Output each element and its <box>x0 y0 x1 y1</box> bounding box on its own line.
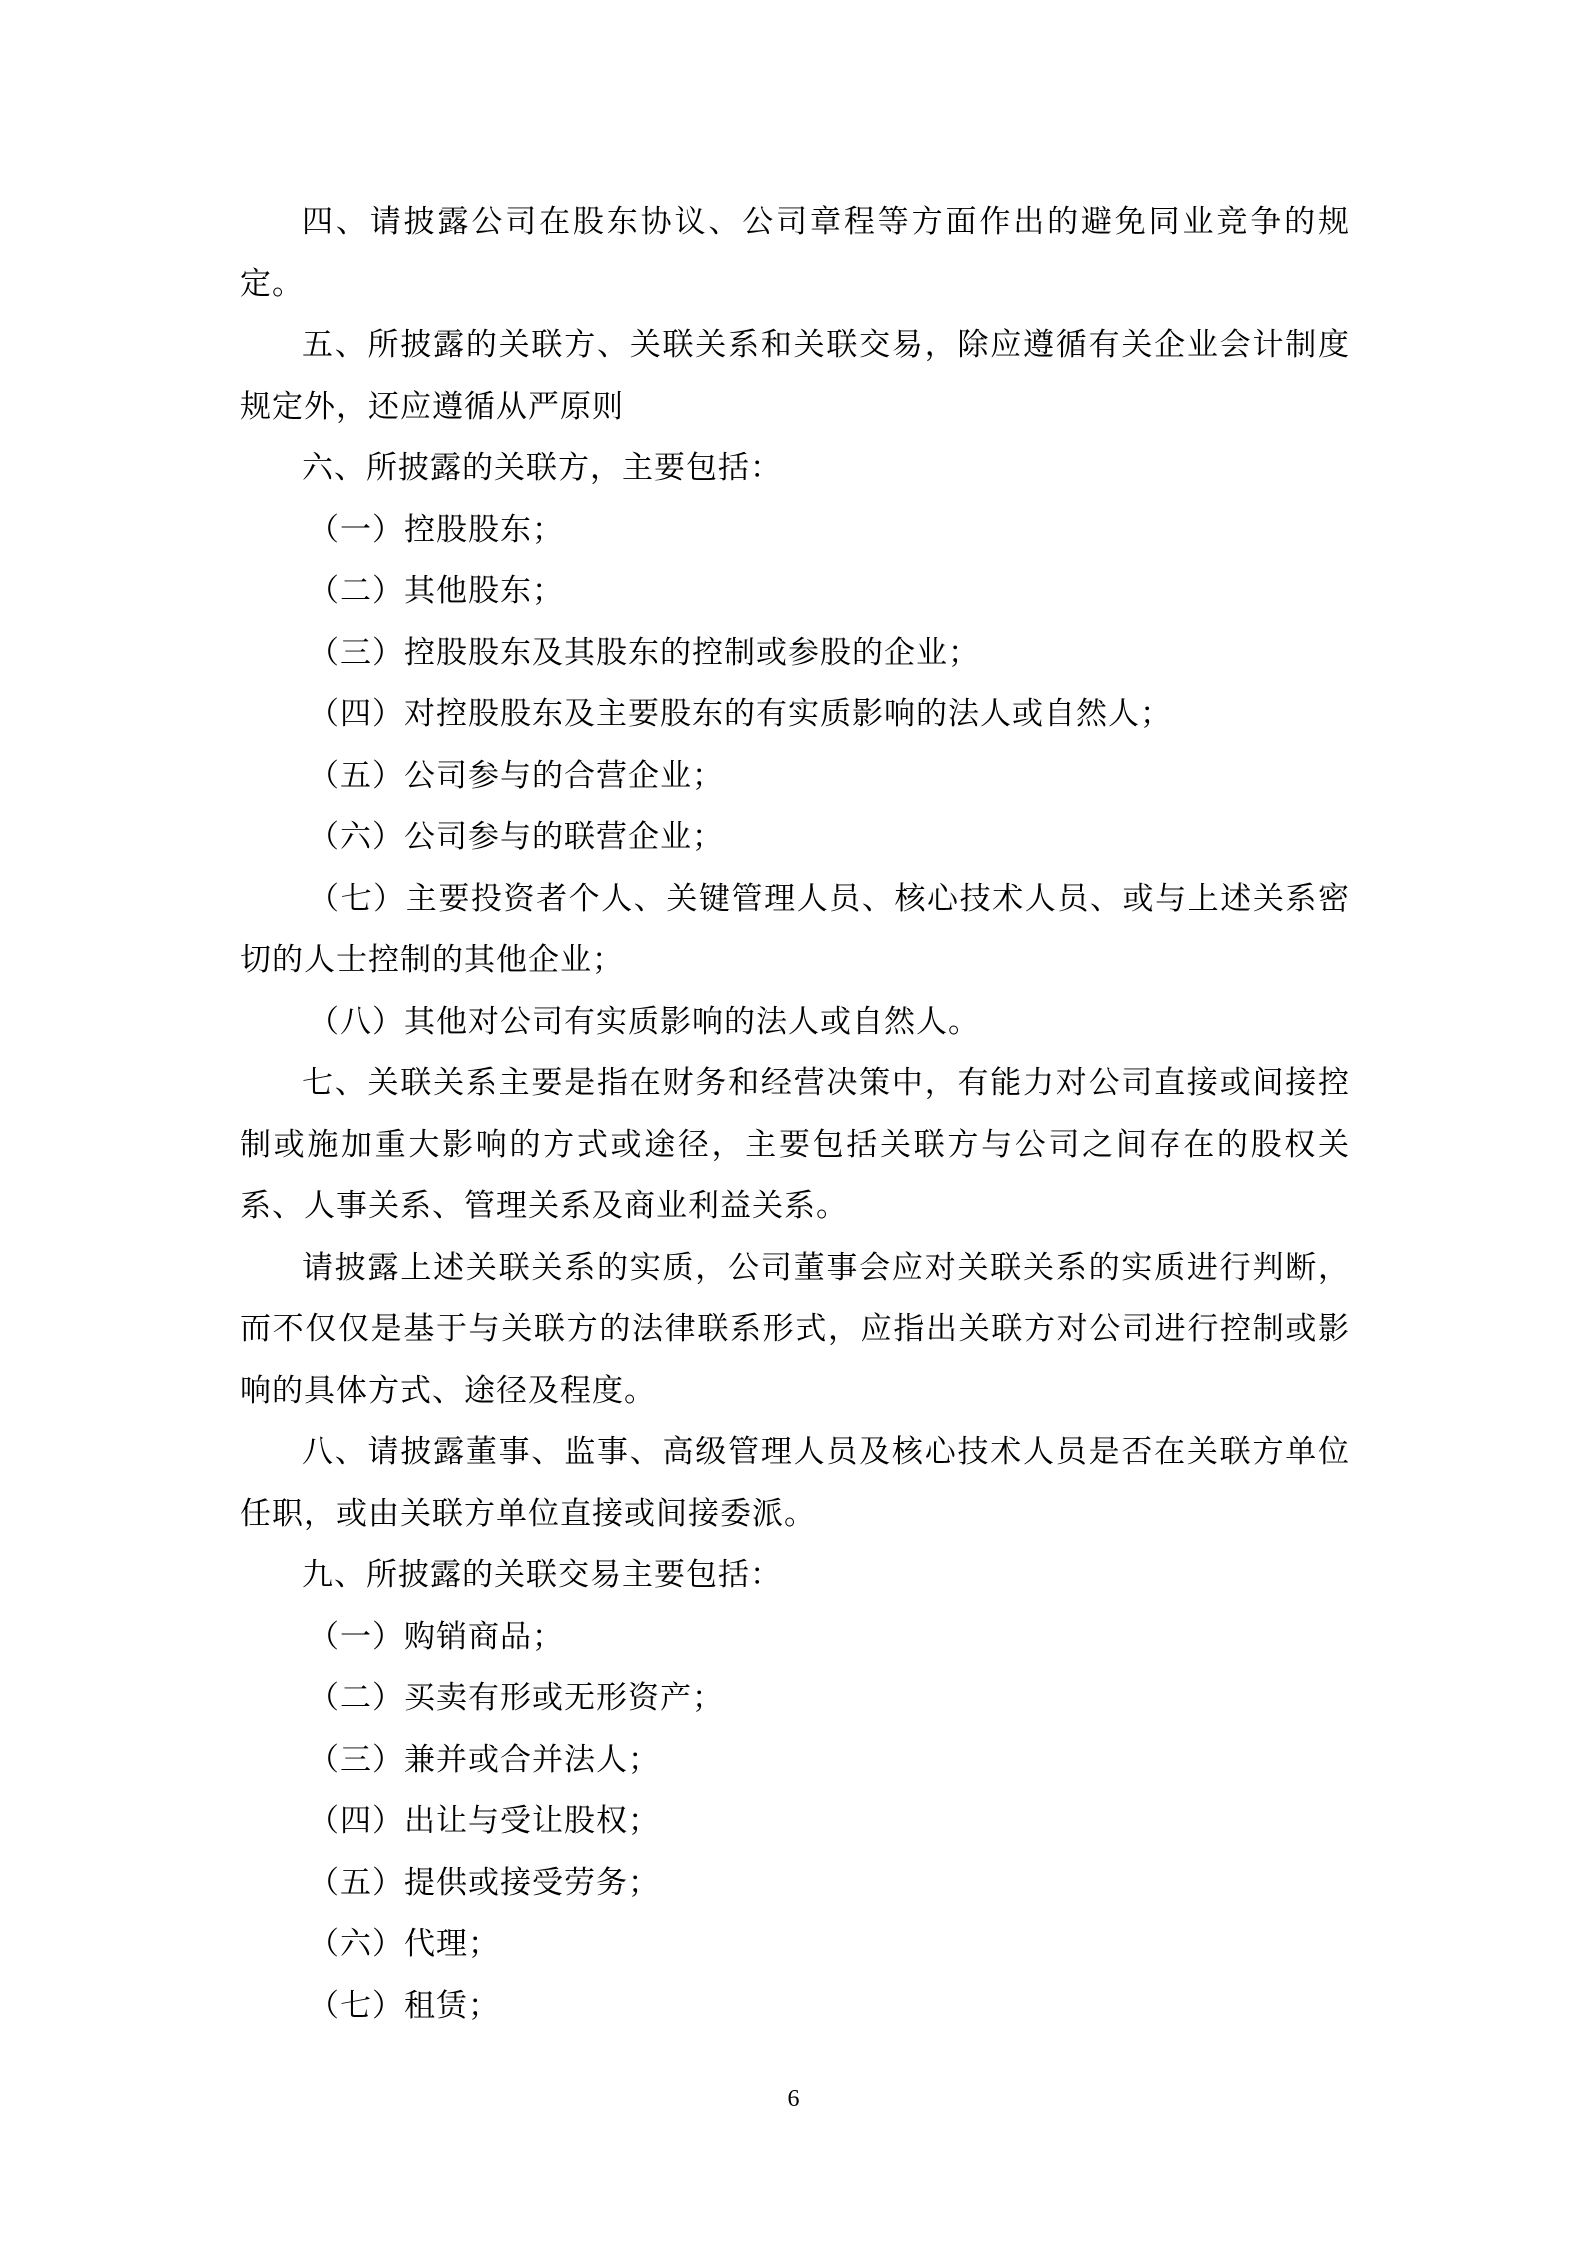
paragraph-5-strict-principle: 五、所披露的关联方、关联关系和关联交易，除应遵循有关企业会计制度规定外，还应遵循从严原则 <box>240 327 1350 425</box>
list-item: （七）租赁； <box>308 1987 500 2024</box>
page-number: 6 <box>787 2086 800 2112</box>
list-item: （三）兼并或合并法人； <box>308 1741 660 1778</box>
list-item: （五）公司参与的合营企业； <box>308 757 724 794</box>
list-item: （六）代理； <box>308 1926 500 1962</box>
list-item: （一）购销商品； <box>308 1618 564 1655</box>
list-item: （三）控股股东及其股东的控制或参股的企业； <box>308 634 980 671</box>
list-item: （八）其他对公司有实质影响的法人或自然人。 <box>308 1003 980 1040</box>
list-item: （二）其他股东； <box>308 573 564 609</box>
list-item: （五）提供或接受劳务； <box>308 1864 660 1901</box>
document-body <box>240 192 1350 2037</box>
list-item: （二）买卖有形或无形资产； <box>308 1680 724 1716</box>
list-item: （六）公司参与的联营企业； <box>308 819 724 855</box>
list-item: （一）控股股东； <box>308 511 564 548</box>
paragraph-6-related-parties: 六、所披露的关联方，主要包括： <box>302 450 782 486</box>
paragraph-9-transactions: 九、所披露的关联交易主要包括： <box>302 1557 782 1593</box>
paragraph-4-non-compete: 四、请披露公司在股东协议、公司章程等方面作出的避免同业竞争的规定。 <box>240 204 1350 302</box>
list-item: （四）对控股股东及主要股东的有实质影响的法人或自然人； <box>308 696 1172 732</box>
paragraph-7-related-relationships: 七、关联关系主要是指在财务和经营决策中，有能力对公司直接或间接控制或施加重大影响的方式或途径，主要包括关联方与公司之间存在的股权关系、人事关系、管理关系及商业利益关系。 <box>240 1065 1350 1224</box>
list-item: （七）主要投资者个人、关键管理人员、核心技术人员、或与上述关系密切的人士控制的其他企业； <box>240 880 1350 978</box>
paragraph-disclose-substance: 请披露上述关联关系的实质，公司董事会应对关联关系的实质进行判断，而不仅仅是基于与关联方的法律联系形式，应指出关联方对公司进行控制或影响的具体方式、途径及程度。 <box>240 1249 1350 1409</box>
list-item: （四）出让与受让股权； <box>308 1803 660 1839</box>
paragraph-8-directors: 八、请披露董事、监事、高级管理人员及核心技术人员是否在关联方单位任职，或由关联方单位直接或间接委派。 <box>240 1434 1350 1532</box>
